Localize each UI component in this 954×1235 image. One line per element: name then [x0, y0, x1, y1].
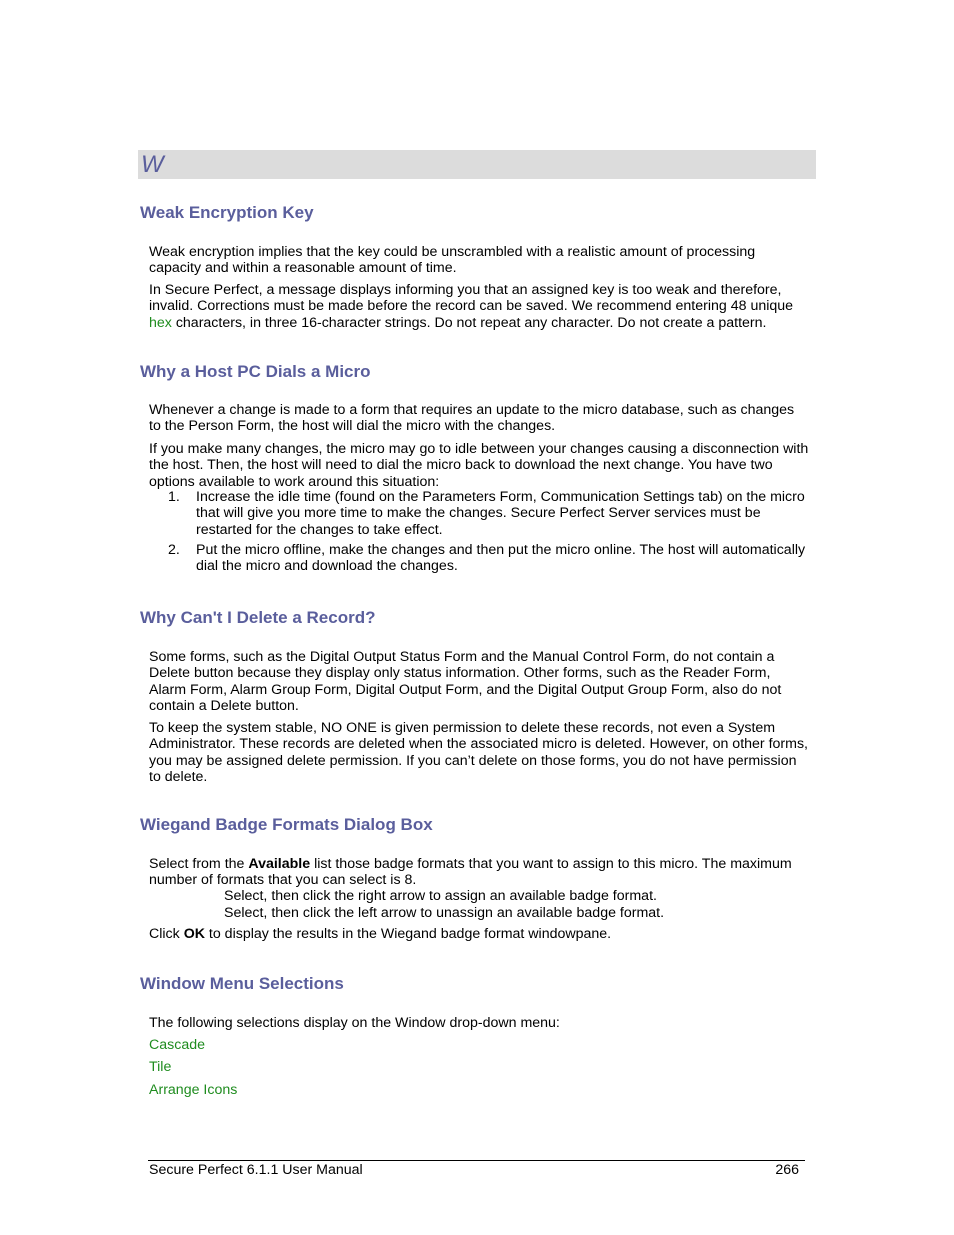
available-bold: Available [248, 856, 311, 872]
wiegand-paragraph-1-text: Select from the [149, 856, 249, 872]
letter-section-bar [138, 150, 816, 179]
dials-paragraph-2: If you make many changes, the micro may go to idle between your changes causing a disconnection with the host. Then, the host will need to dial the micro back to download the next change. You have two options available to work around this situation: [149, 441, 809, 490]
tile-link[interactable]: Tile [149, 1059, 172, 1075]
list-number-2: 2. [168, 542, 180, 558]
weak-paragraph-2-text: In Secure Perfect, a message displays informing you that an assigned key is too weak and therefore, invalid. Corrections must be made before the record can be saved. We recommend entering 48 unique [149, 282, 794, 315]
weak-paragraph-2 [149, 282, 809, 331]
footer-divider [148, 1160, 805, 1161]
list-item-1: Increase the idle time (found on the Parameters Form, Communication Settings tab) on the micro that will give you more time to make the changes. Secure Perfect Server services must be restarted for the changes to take effect. [196, 489, 805, 538]
heading-weak-encryption-key: Weak Encryption Key [140, 203, 314, 222]
heading-wiegand-badge-formats: Wiegand Badge Formats Dialog Box [140, 815, 433, 834]
wiegand-indent-line-1: Select, then click the right arrow to assign an available badge format. [224, 888, 657, 904]
delete-paragraph-2: To keep the system stable, NO ONE is given permission to delete these records, not even a System Administrator. These records are deleted when the associated micro is deleted. However, on other forms, you may be assigned delete permission. If you can’t delete on those forms, you do not have permission to delete. [149, 720, 808, 785]
dials-paragraph-1: Whenever a change is made to a form that requires an update to the micro database, such as changes to the Person Form, the host will dial the micro with the changes. [149, 402, 795, 435]
wiegand-indent-line-2: Select, then click the left arrow to unassign an available badge format. [224, 905, 665, 921]
weak-paragraph-2-tail: characters, in three 16-character strings. Do not repeat any character. Do not create a pattern. [171, 314, 767, 331]
heading-cant-delete-record: Why Can't I Delete a Record? [140, 608, 376, 627]
list-item-2: Put the micro offline, make the changes and then put the micro online. The host will automatically dial the micro and download the changes. [196, 542, 806, 575]
page-number: 266 [775, 1162, 799, 1178]
ok-bold: OK [183, 926, 205, 942]
wiegand-paragraph-2-text: Click [149, 926, 184, 942]
wiegand-paragraph-1 [149, 856, 809, 889]
wiegand-paragraph-2 [149, 926, 809, 942]
heading-window-menu-selections: Window Menu Selections [140, 974, 344, 993]
heading-host-dials-micro: Why a Host PC Dials a Micro [140, 362, 371, 381]
weak-paragraph-1: Weak encryption implies that the key could be unscrambled with a realistic amount of processing capacity and within a reasonable amount of time. [149, 244, 756, 277]
wiegand-paragraph-2-tail: to display the results in the Wiegand badge format windowpane. [204, 926, 612, 942]
wiegand-paragraph-1-tail: list those badge formats that you want to assign to this micro. The maximum number of formats that you can select is 8. [149, 856, 792, 889]
delete-paragraph-1: Some forms, such as the Digital Output Status Form and the Manual Control Form, do not contain a Delete button because they display only status information. Other forms, such as the Reader Form, Alarm Form, Alarm Group Form, Digital Output Form, and the Digital Output Group Form, also do not contain a Delete button. [149, 649, 782, 714]
window-paragraph-1: The following selections display on the Window drop-down menu: [149, 1015, 560, 1031]
cascade-link[interactable]: Cascade [149, 1037, 205, 1053]
arrange-icons-link[interactable]: Arrange Icons [149, 1082, 238, 1098]
section-letter: W [141, 151, 164, 178]
hex-link[interactable]: hex [149, 314, 172, 331]
list-number-1: 1. [168, 489, 180, 505]
footer-title: Secure Perfect 6.1.1 User Manual [149, 1162, 363, 1178]
